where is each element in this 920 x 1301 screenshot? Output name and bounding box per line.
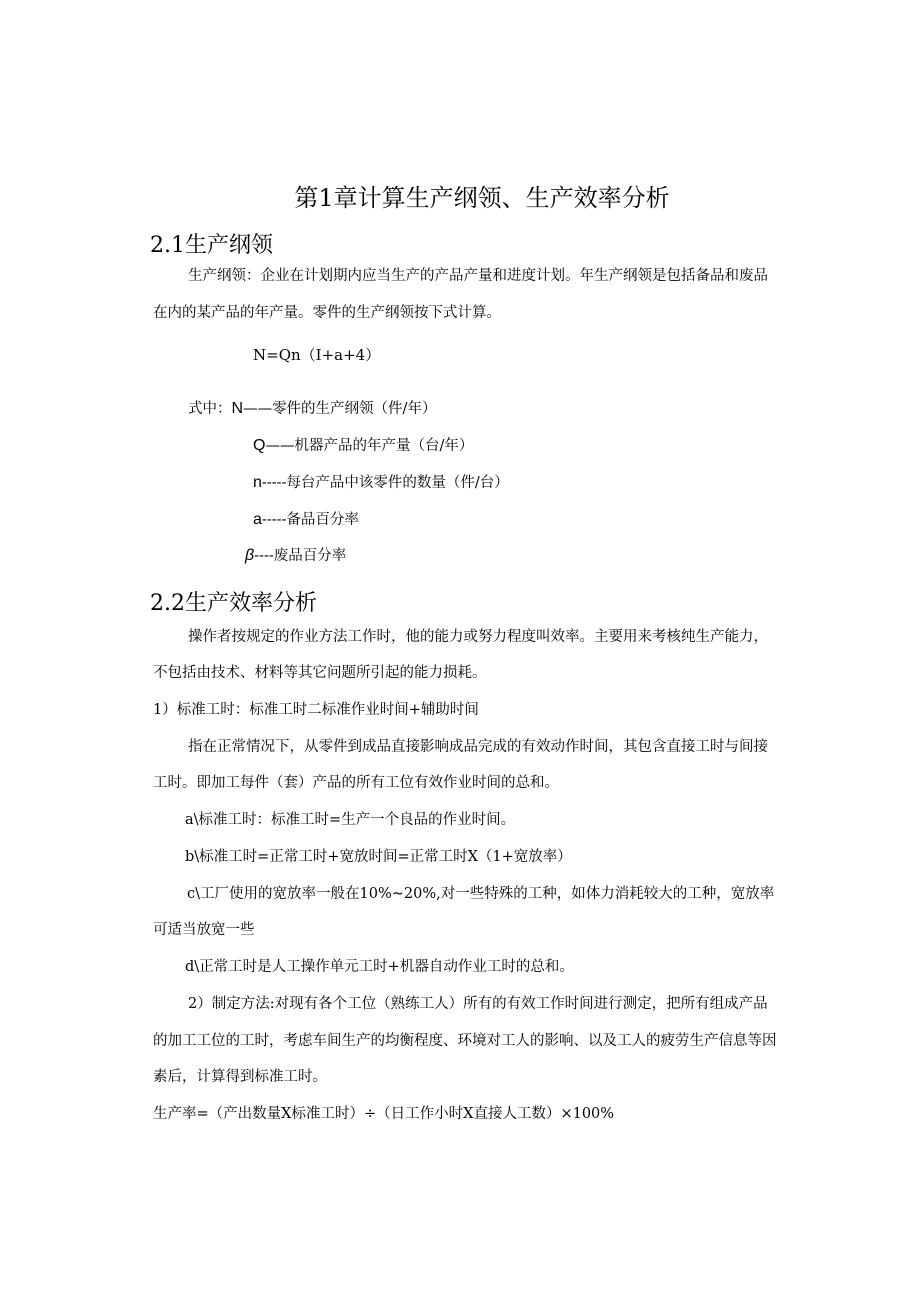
symbol-Q: Q [253,437,266,454]
where-line-q [253,435,473,457]
symbol-beta: β [245,547,255,564]
symbol-N: N [231,400,244,417]
where-prefix: 式中： [188,401,232,417]
section-heading-2-2: 2.2生产效率分析 [150,591,317,616]
item1-desc-line1: 指在正常情况下，从零件到成品直接影响成品完成的有效动作时间，其包含直接工时与间接 [188,739,768,755]
sec2-para-line2: 不包括由技术、材料等其它问题所引起的能力损耗。 [153,665,487,681]
where-text-n: -----每台产品中该零件的数量（件/台） [261,475,509,491]
item2-line1: 2）制定方法:对现有各个工位（熟练工人）所有的有效工作时间进行测定，把所有组成产品 [188,996,768,1012]
item2-line3: 素后，计算得到标准工时。 [153,1069,327,1085]
item1-standard-time: 1）标准工时：标准工时二标准作业时间+辅助时间 [153,702,479,718]
item1-desc-line2: 工时。即加工每件（套）产品的所有工位有效作业时间的总和。 [153,775,559,791]
where-text-a: -----备品百分率 [261,512,359,528]
section-heading-2-1: 2.1生产纲领 [150,233,273,258]
symbol-a: a [253,511,262,528]
item-d: d\正常工时是人工操作单元工时+机器自动作业工时的总和。 [185,959,574,975]
item2-line2: 的加工工位的工时，考虑车间生产的均衡程度、环境对工人的影响、以及工人的疲劳生产信息等因 [153,1033,777,1049]
item-c-line1: c\工厂使用的宽放率一般在10%~20%,对一些特殊的工种，如体力消耗较大的工种，宽放率 [187,886,775,902]
item-a: a\标准工时：标准工时=生产一个良品的作业时间。 [185,812,516,828]
sec1-para-line1: 生产纲领：企业在计划期内应当生产的产品产量和进度计划。年生产纲领是包括备品和废品 [188,268,768,284]
where-line-n [188,398,436,420]
where-line-beta [245,545,346,567]
chapter-title: 第1章计算生产纲领、生产效率分析 [294,184,670,212]
where-text-beta: ----废品百分率 [254,548,347,564]
sec1-para-line2: 在内的某产品的年产量。零件的生产纲领按下式计算。 [153,305,501,321]
where-text-N: ——零件的生产纲领（件/年） [243,401,437,417]
where-line-n-count [253,472,509,494]
symbol-n: n [253,474,262,491]
item-b: b\标准工时=正常工时+宽放时间=正常工时X（1+宽放率） [185,849,572,865]
productivity-formula: 生产率=（产出数量X标准工时）÷（日工作小时X直接人工数）×100% [153,1106,615,1122]
sec2-para-line1: 操作者按规定的作业方法工作时，他的能力或努力程度叫效率。主要用来考核纯生产能力， [188,629,768,645]
where-text-Q: ——机器产品的年产量（台/年） [265,438,474,454]
item-c-line2: 可适当放宽一些 [153,922,255,938]
where-line-a [253,509,359,531]
production-formula: N=Qn（I+a+4） [253,346,381,364]
